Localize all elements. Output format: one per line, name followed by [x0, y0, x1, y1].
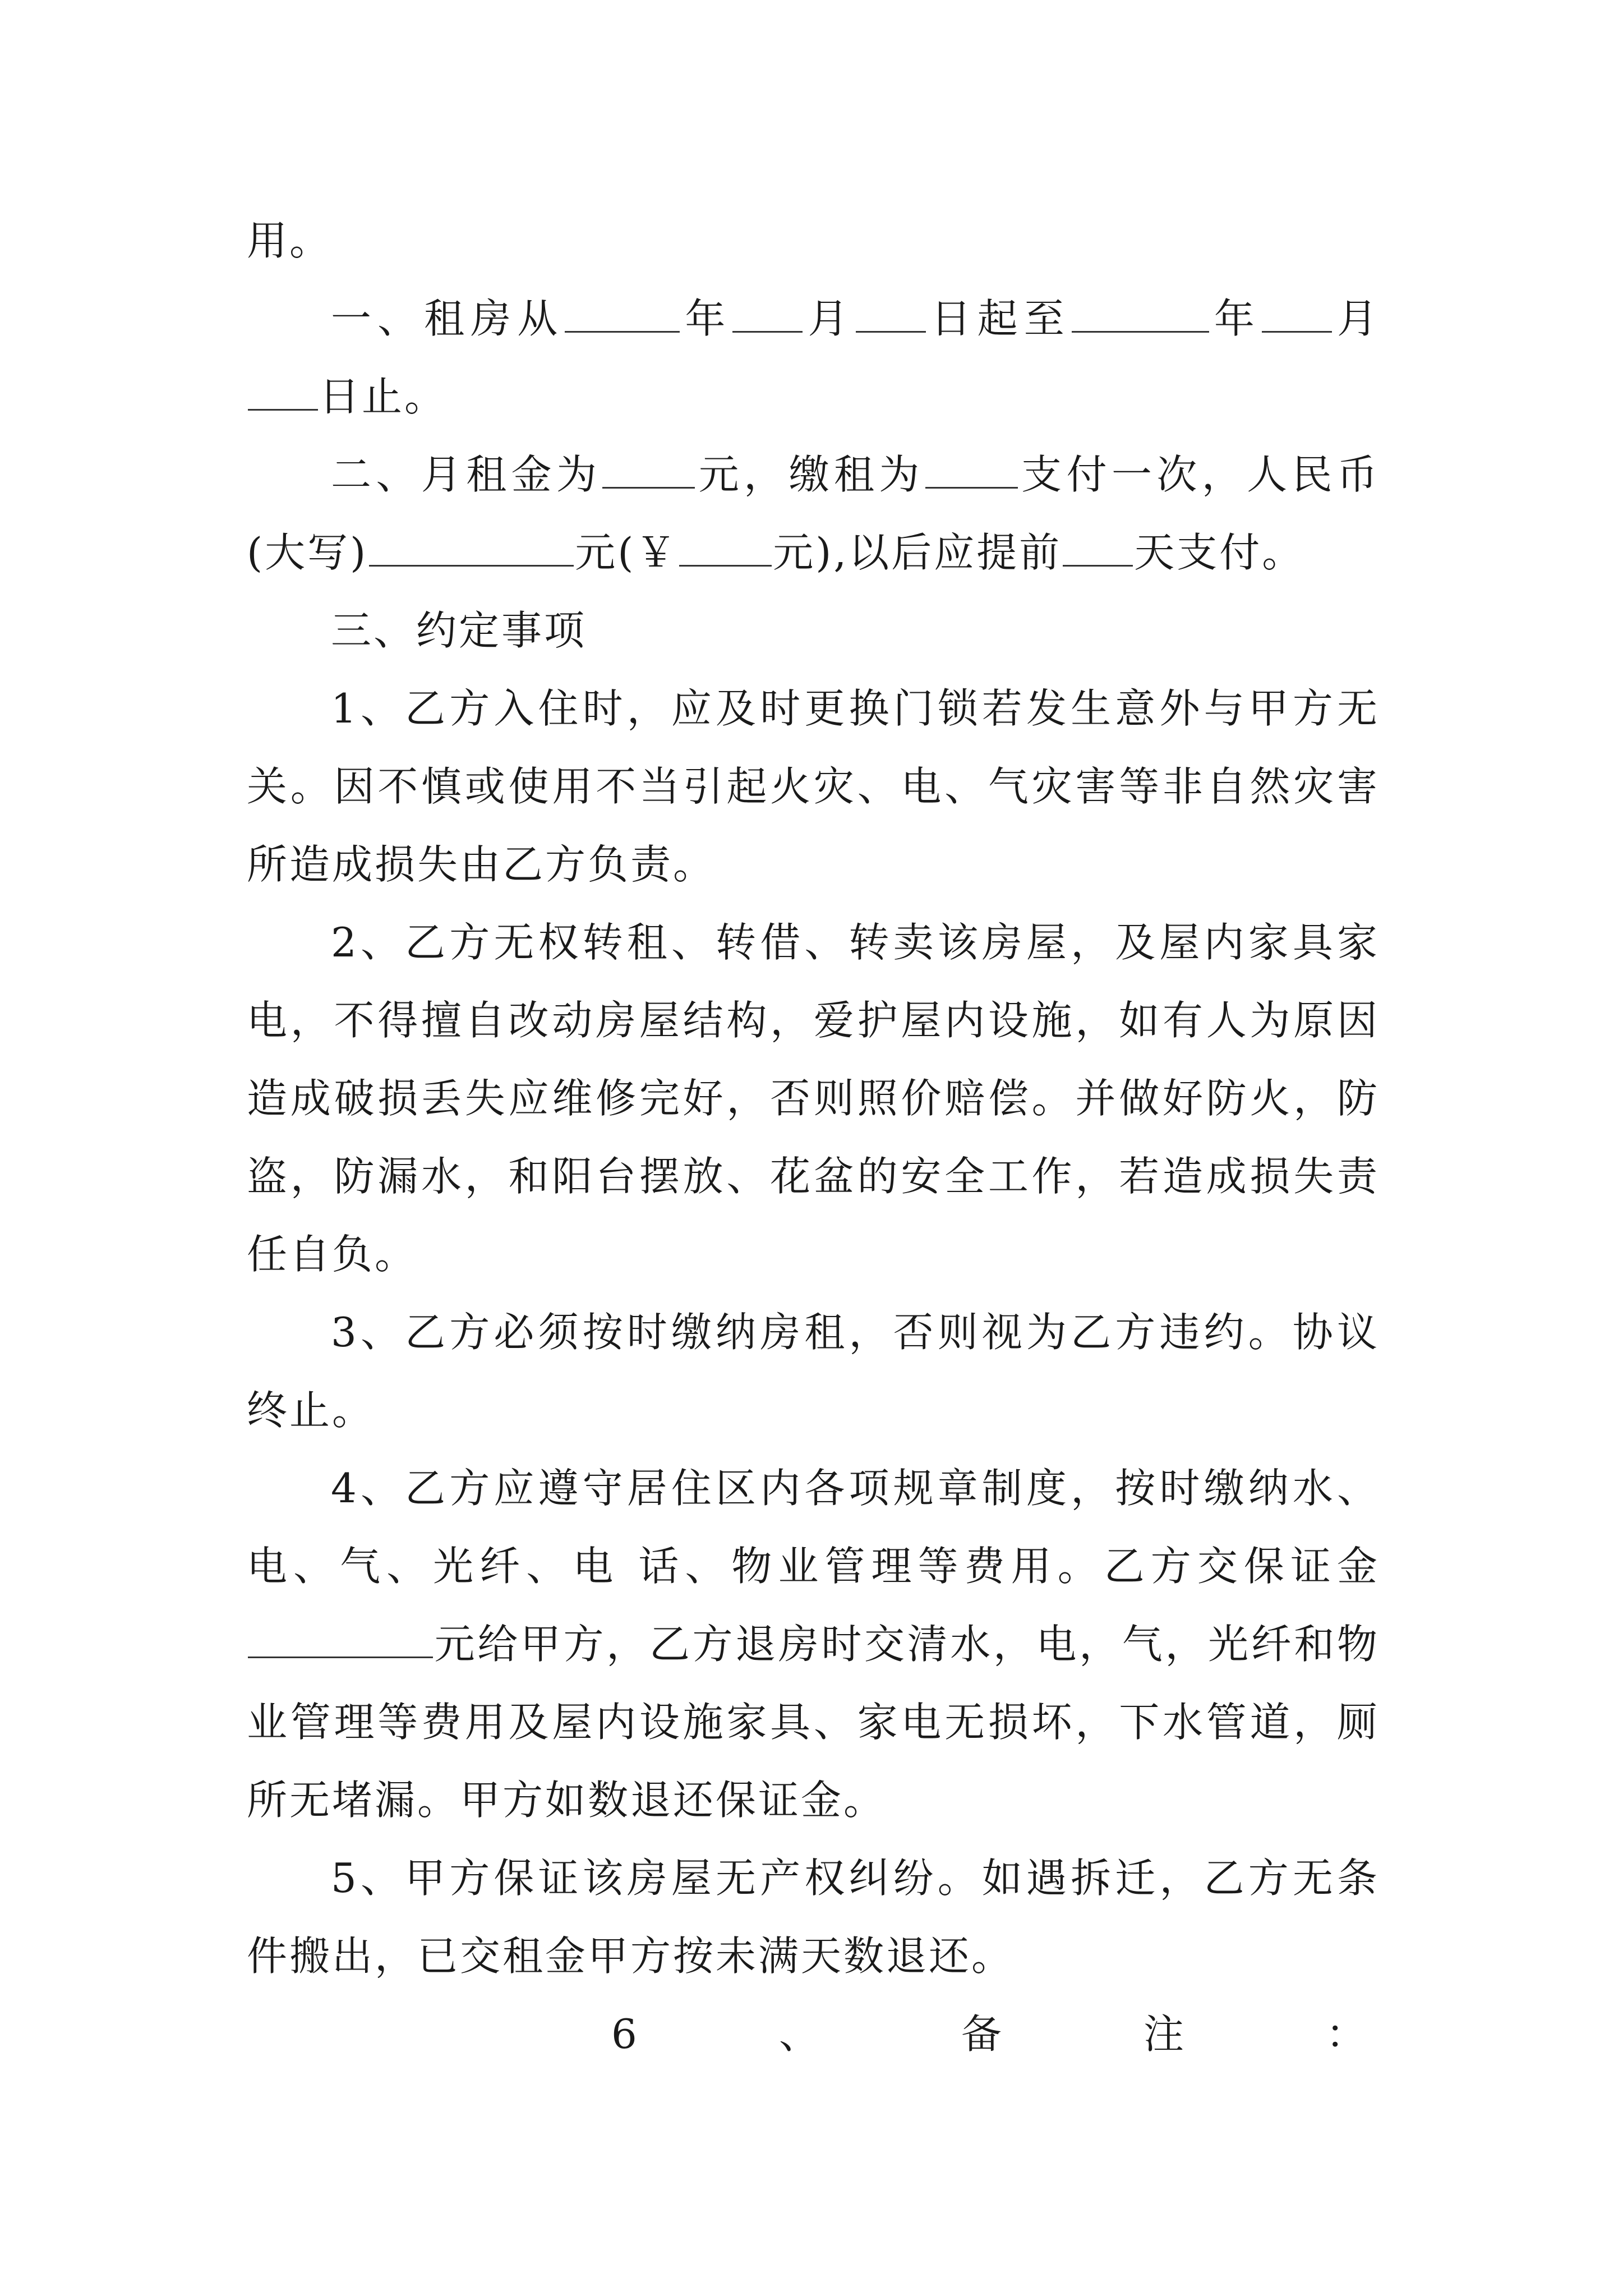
- blank-end-day[interactable]: [248, 370, 318, 411]
- item-6-char-1: 备: [961, 2010, 1004, 2058]
- label-yuan-symbol: 元(￥: [575, 529, 679, 576]
- blank-end-year[interactable]: [1072, 292, 1209, 333]
- label-day-end: 日止。: [319, 373, 448, 420]
- clause-2-rent: [247, 436, 1380, 592]
- label-yuan-pay: 元，缴租为: [696, 451, 924, 498]
- clause-2-lead: 二、月租金为: [331, 451, 602, 498]
- blank-advance-days[interactable]: [1063, 526, 1133, 567]
- label-month: 月: [1332, 295, 1380, 342]
- blank-deposit[interactable]: [248, 1617, 433, 1658]
- item-4: [247, 1450, 1380, 1839]
- item-6-remarks: [247, 1995, 1380, 2073]
- intro-tail: 用。: [247, 217, 333, 264]
- item-4-tail: 元给甲方，乙方退房时交清水，电，气，光纤和物业管理等费用及屋内设施家具、家电无损坏，下水管道，厕所无堵漏。甲方如数退还保证金。: [247, 1621, 1380, 1824]
- label-pay-once: 支付一次，人民币(大写): [247, 451, 1380, 576]
- blank-start-day[interactable]: [856, 292, 926, 333]
- item-5: 5、甲方保证该房屋无产权纠纷。如遇拆迁，乙方无条件搬出，已交租金甲方按未满天数退还。: [247, 1855, 1380, 1980]
- blank-monthly-rent[interactable]: [602, 448, 695, 489]
- label-month: 月: [804, 295, 855, 342]
- item-4-lead: 4、乙方应遵守居住区内各项规章制度，按时缴纳水、电、气、光纤、电 话、物业管理等费用。乙方交保证金: [247, 1465, 1380, 1590]
- blank-start-year[interactable]: [565, 292, 680, 333]
- item-1: 1、乙方入住时，应及时更换门锁若发生意外与甲方无关。因不慎或使用不当引起火灾、电、气灾害等非自然灾害所造成损失由乙方负责。: [247, 685, 1380, 888]
- item-6-char-2: 注: [1143, 2010, 1186, 2058]
- label-year: 年: [681, 295, 732, 342]
- blank-start-month[interactable]: [732, 292, 803, 333]
- item-3: 3、乙方必须按时缴纳房租，否则视为乙方违约。协议终止。: [247, 1309, 1380, 1434]
- clause-3-title: 三、约定事项: [331, 607, 587, 654]
- label-advance: 元),以后应提前: [773, 529, 1062, 576]
- clause-1-lease-period: [247, 280, 1380, 436]
- label-day-from: 日起至: [926, 295, 1071, 342]
- document-body: [247, 202, 1380, 2073]
- blank-amount-uppercase[interactable]: [369, 526, 574, 567]
- label-days-pay: 天支付。: [1134, 529, 1305, 576]
- item-6-colon: ：: [1325, 2010, 1368, 2058]
- item-2: 2、乙方无权转租、转借、转卖该房屋，及屋内家具家电，不得擅自改动房屋结构，爱护屋内设施，如有人为原因造成破损丢失应维修完好，否则照价赔偿。并做好防火，防盗，防漏水，和阳台摆放、花盆的安全工作，若造成损失责任自负。: [247, 919, 1380, 1278]
- item-6-number: 6: [611, 2010, 639, 2058]
- blank-amount-number[interactable]: [679, 526, 772, 567]
- label-year: 年: [1210, 295, 1261, 342]
- blank-end-month[interactable]: [1262, 292, 1332, 333]
- item-6-separator: 、: [778, 2010, 822, 2058]
- clause-1-lead: 一、租房从: [331, 295, 564, 342]
- blank-pay-period[interactable]: [925, 448, 1018, 489]
